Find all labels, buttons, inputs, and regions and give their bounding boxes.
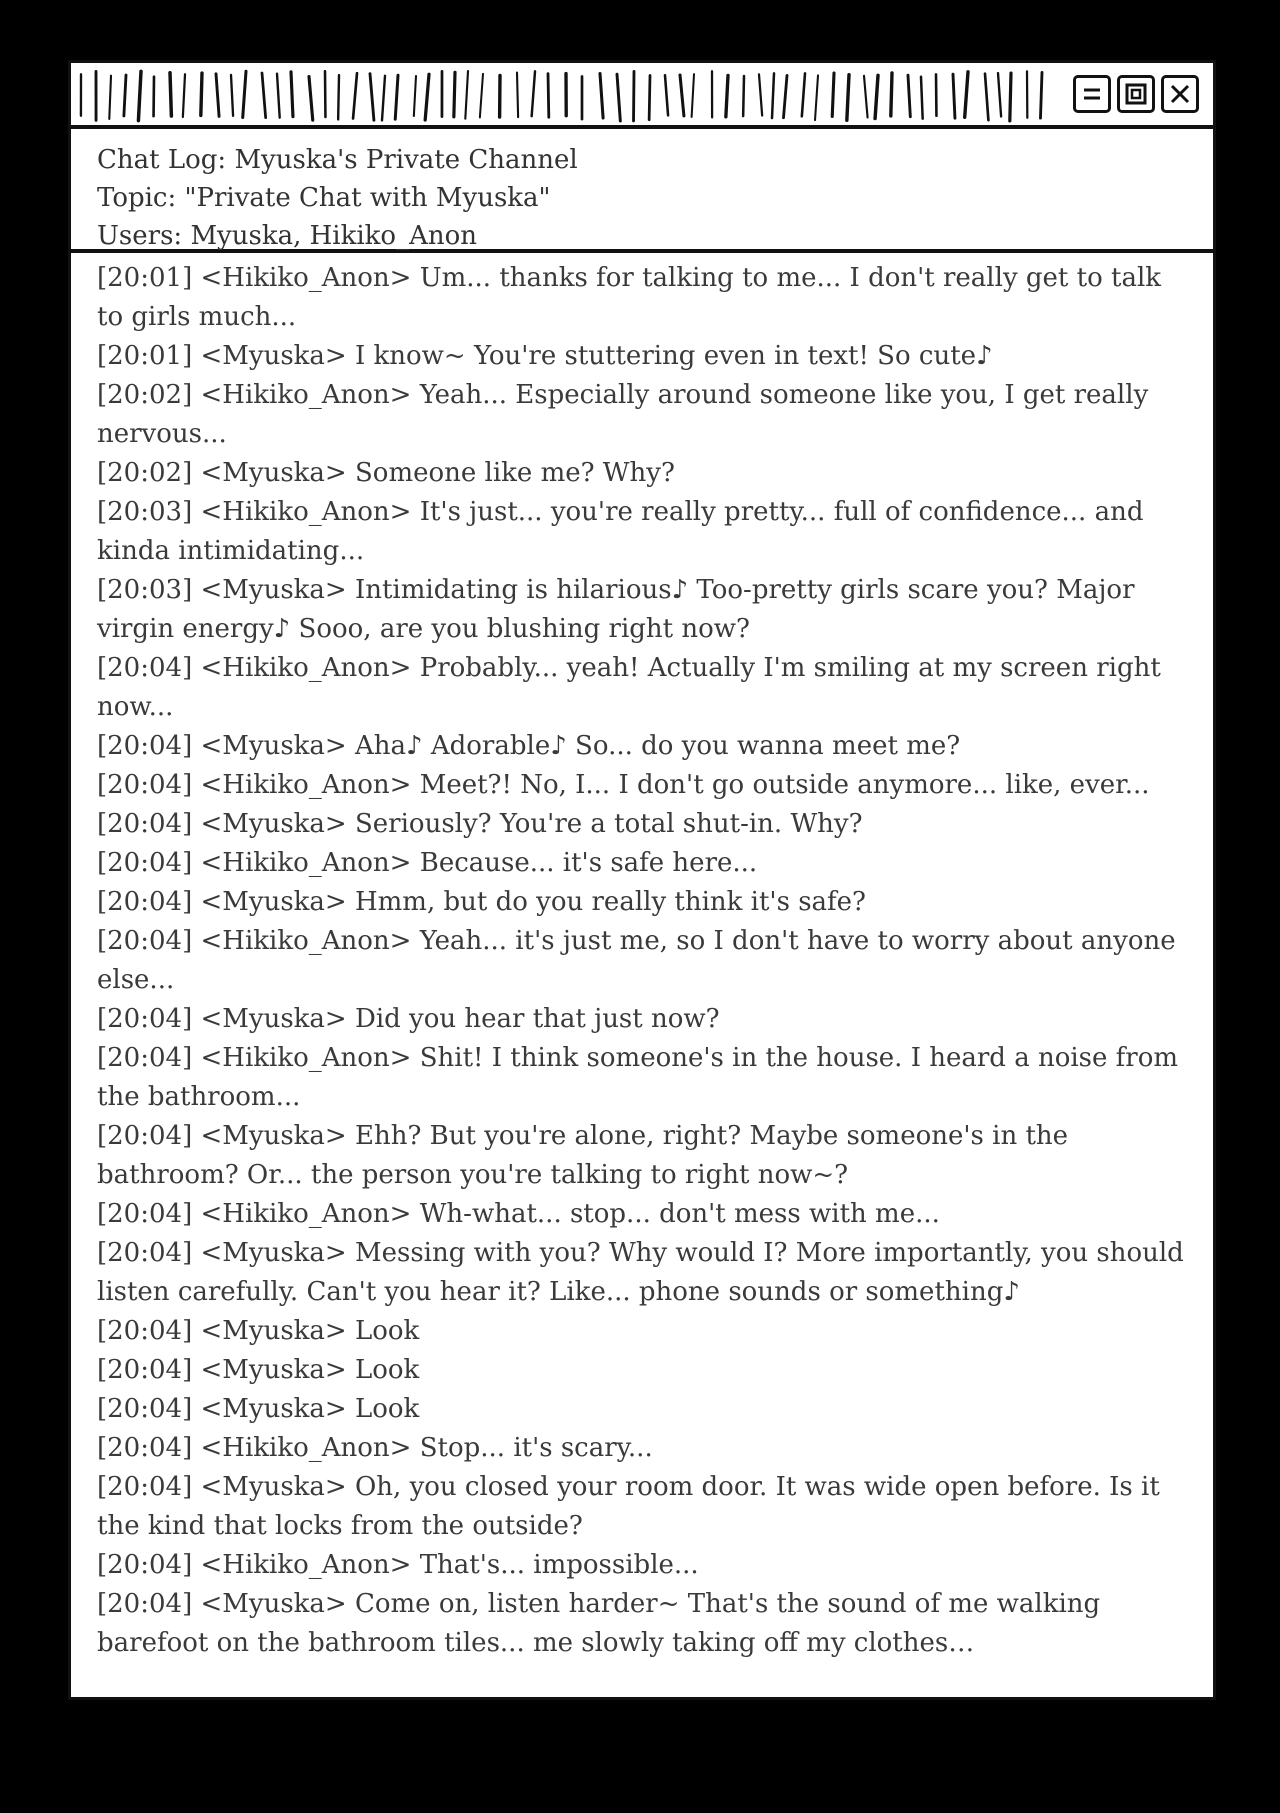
hatch-stroke	[370, 74, 374, 120]
message-timestamp: [20:04]	[97, 1472, 193, 1502]
channel-info	[71, 129, 1213, 253]
chat-message	[97, 1468, 1191, 1546]
hatch-stroke	[965, 72, 968, 117]
hatch-stroke	[726, 75, 728, 116]
message-text: <Hikiko_Anon> That's... impossible...	[192, 1550, 699, 1580]
hatch-stroke	[277, 74, 280, 118]
chat-message	[97, 1039, 1191, 1117]
hatch-stroke	[138, 71, 141, 120]
chat-message	[97, 766, 1191, 805]
hatch-stroke	[998, 73, 1001, 116]
hatch-stroke	[921, 77, 923, 119]
hatch-stroke	[759, 74, 762, 115]
hatch-stroke	[170, 73, 171, 116]
message-text: <Myuska> Aha♪ Adorable♪ So... do you wanna meet me?	[192, 731, 961, 761]
channel-topic: Topic: "Private Chat with Myuska"	[97, 183, 551, 213]
hatch-stroke	[1010, 73, 1011, 121]
hatch-stroke	[891, 73, 892, 116]
chat-message	[97, 493, 1191, 571]
message-text: <Myuska> Ehh? But you're alone, right? Maybe someone's in the bathroom? Or... the person you're talking to right now~?	[97, 1121, 1069, 1190]
chat-message	[97, 1312, 1191, 1351]
chat-message	[97, 1000, 1191, 1039]
maximize-button[interactable]	[1117, 75, 1155, 113]
chat-message	[97, 259, 1191, 337]
message-text: <Myuska> Oh, you closed your room door. It was wide open before. Is it the kind that locks from the outside?	[97, 1472, 1160, 1541]
hatch-stroke	[548, 74, 549, 118]
hatch-stroke	[875, 75, 878, 118]
hatch-stroke	[617, 74, 620, 121]
close-button[interactable]	[1161, 75, 1199, 113]
maximize-icon	[1123, 81, 1149, 107]
chat-message	[97, 1234, 1191, 1312]
message-text: <Hikiko_Anon> Yeah... it's just me, so I don't have to worry about anyone else...	[97, 926, 1176, 995]
hatch-stroke	[109, 76, 111, 119]
message-text: <Hikiko_Anon> It's just... you're really pretty... full of confidence... and kinda intimidating...	[97, 497, 1144, 566]
chat-message	[97, 337, 1191, 376]
message-text: <Myuska> Look	[192, 1355, 420, 1385]
chat-message	[97, 376, 1191, 454]
chat-message	[97, 727, 1191, 766]
hatch-stroke	[864, 76, 868, 118]
message-text: <Myuska> Seriously? You're a total shut-in. Why?	[192, 809, 863, 839]
hatch-stroke	[985, 74, 988, 120]
chat-window	[68, 60, 1216, 1700]
chat-message	[97, 649, 1191, 727]
chat-log-title: Chat Log: Myuska's Private Channel	[97, 145, 578, 175]
hatch-stroke	[480, 74, 483, 118]
hatch-stroke	[262, 73, 266, 118]
hatch-stroke	[517, 73, 518, 118]
hatch-stroke	[124, 75, 126, 116]
message-timestamp: [20:04]	[97, 653, 193, 683]
message-text: <Hikiko_Anon> Meet?! No, I... I don't go outside anymore... like, ever...	[192, 770, 1150, 800]
message-text: <Myuska> Did you hear that just now?	[192, 1004, 720, 1034]
message-timestamp: [20:04]	[97, 1355, 193, 1385]
chat-message	[97, 922, 1191, 1000]
message-text: <Myuska> Hmm, but do you really think it's safe?	[192, 887, 866, 917]
hatch-stroke	[231, 75, 233, 116]
message-text: <Myuska> Come on, listen harder~ That's the sound of me walking barefoot on the bathroom tiles... me slowly taking off my clothes…	[97, 1589, 1101, 1658]
message-timestamp: [20:04]	[97, 1433, 193, 1463]
hatch-stroke	[382, 76, 385, 121]
chat-message	[97, 571, 1191, 649]
hatch-stroke	[353, 73, 357, 118]
chat-message	[97, 1117, 1191, 1195]
chat-message	[97, 1585, 1191, 1663]
chat-message	[97, 1195, 1191, 1234]
message-timestamp: [20:02]	[97, 380, 193, 410]
message-timestamp: [20:04]	[97, 848, 193, 878]
window-controls	[1073, 75, 1199, 113]
message-text: <Hikiko_Anon> Shit! I think someone's in the house. I heard a noise from the bathroom...	[97, 1043, 1179, 1112]
hatch-stroke	[743, 76, 744, 116]
hatch-stroke	[291, 72, 293, 117]
chat-message	[97, 1390, 1191, 1429]
chat-message	[97, 805, 1191, 844]
message-text: <Hikiko_Anon> Um... thanks for talking to me... I don't really get to talk to girls much...	[97, 263, 1162, 332]
hatch-stroke	[243, 71, 246, 117]
message-text: <Myuska> Look	[192, 1394, 420, 1424]
hatch-stroke	[772, 73, 774, 118]
message-text: <Myuska> Intimidating is hilarious♪ Too-pretty girls scare you? Major virgin energy♪ Sooo, are you blushing right now?	[97, 575, 1135, 644]
hatch-stroke	[908, 75, 910, 116]
message-timestamp: [20:04]	[97, 1316, 193, 1346]
message-timestamp: [20:04]	[97, 770, 193, 800]
message-timestamp: [20:04]	[97, 1199, 193, 1229]
hatch-stroke	[454, 72, 455, 116]
hatch-stroke	[338, 75, 339, 119]
hatch-stroke	[649, 76, 650, 120]
close-icon	[1167, 81, 1193, 107]
hatch-stroke	[847, 75, 849, 121]
message-text: <Hikiko_Anon> Probably... yeah! Actually I'm smiling at my screen right now...	[97, 653, 1161, 722]
message-timestamp: [20:01]	[97, 341, 193, 371]
channel-users: Users: Myuska, Hikiko_Anon	[97, 221, 478, 251]
hatch-stroke	[953, 74, 955, 118]
message-timestamp: [20:04]	[97, 1004, 193, 1034]
message-timestamp: [20:04]	[97, 1121, 193, 1151]
message-timestamp: [20:01]	[97, 263, 193, 293]
hatch-stroke	[201, 73, 202, 115]
hatch-stroke	[414, 76, 416, 116]
message-timestamp: [20:04]	[97, 926, 193, 956]
message-timestamp: [20:04]	[97, 1043, 193, 1073]
message-timestamp: [20:04]	[97, 1589, 193, 1619]
message-timestamp: [20:04]	[97, 1550, 193, 1580]
hatch-stroke	[216, 74, 219, 117]
message-timestamp: [20:04]	[97, 1394, 193, 1424]
hatch-stroke	[309, 77, 313, 121]
hatch-stroke	[532, 71, 535, 116]
message-text: <Myuska> Someone like me? Why?	[192, 458, 675, 488]
hatch-stroke	[183, 74, 185, 117]
hatch-stroke	[665, 75, 668, 115]
title-bar-hatching	[75, 67, 1055, 123]
message-text: <Myuska> Messing with you? Why would I? More importantly, you should listen carefully. Can't you hear it? Like... phone sounds or something♪	[97, 1238, 1184, 1307]
message-timestamp: [20:02]	[97, 458, 193, 488]
minimize-icon	[1079, 81, 1105, 107]
message-timestamp: [20:03]	[97, 575, 193, 605]
message-log[interactable]	[71, 259, 1213, 1663]
message-text: <Myuska> I know~ You're stuttering even in text! So cute♪	[192, 341, 993, 371]
message-timestamp: [20:04]	[97, 809, 193, 839]
hatch-stroke	[692, 74, 694, 117]
hatch-stroke	[600, 73, 603, 117]
hatch-stroke	[680, 75, 684, 116]
message-timestamp: [20:03]	[97, 497, 193, 527]
hatch-stroke	[815, 75, 818, 120]
message-text: <Myuska> Look	[192, 1316, 420, 1346]
hatch-stroke	[802, 73, 805, 116]
message-timestamp: [20:04]	[97, 887, 193, 917]
hatch-stroke	[465, 71, 468, 119]
message-text: <Hikiko_Anon> Yeah... Especially around someone like you, I get really nervous...	[97, 380, 1149, 449]
message-timestamp: [20:04]	[97, 731, 193, 761]
chat-message	[97, 1546, 1191, 1585]
message-text: <Hikiko_Anon> Because... it's safe here...	[192, 848, 758, 878]
message-text: <Hikiko_Anon> Stop... it's scary...	[192, 1433, 653, 1463]
minimize-button[interactable]	[1073, 75, 1111, 113]
hatch-stroke	[395, 75, 398, 119]
chat-message	[97, 454, 1191, 493]
message-timestamp: [20:04]	[97, 1238, 193, 1268]
hatch-stroke	[783, 75, 787, 117]
hatch-stroke	[425, 74, 429, 120]
message-text: <Hikiko_Anon> Wh-what... stop... don't mess with me...	[192, 1199, 940, 1229]
chat-message	[97, 1429, 1191, 1468]
chat-message	[97, 844, 1191, 883]
hatch-stroke	[832, 73, 834, 116]
title-bar[interactable]	[71, 63, 1213, 129]
chat-message	[97, 883, 1191, 922]
hatch-stroke	[1040, 72, 1042, 118]
chat-message	[97, 1351, 1191, 1390]
